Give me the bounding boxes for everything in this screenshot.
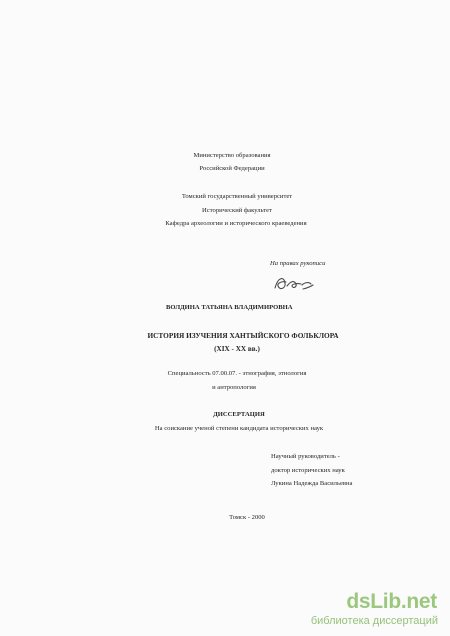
- advisor-title: доктор исторических наук: [271, 467, 345, 474]
- dslib-watermark: [310, 590, 445, 630]
- advisor-name: Лукина Надежда Васильевна: [271, 480, 353, 487]
- faculty-name: Исторический факультет: [202, 207, 272, 214]
- dissertation-title-line2: (XIX - XX вв.): [214, 345, 260, 353]
- specialty-line1: Специальность 07.00.07. - этнография, этнология: [167, 370, 307, 377]
- ministry-line2: Российской Федерации: [199, 165, 265, 172]
- signature-icon: [273, 274, 315, 294]
- author-name: ВОЛДИНА ТАТЬЯНА ВЛАДИМИРОВНА: [166, 304, 293, 311]
- department-name: Кафедра археологии и исторического краеведения: [165, 220, 307, 227]
- degree-line: На соискание ученой степени кандидата исторических наук: [154, 425, 324, 432]
- university-name: Томский государственный университет: [181, 193, 293, 200]
- manuscript-note: На правах рукописи: [270, 260, 326, 267]
- specialty-line2: и антропология: [212, 384, 256, 391]
- ministry-line1: Министерство образования: [193, 152, 271, 159]
- work-type: ДИССЕРТАЦИЯ: [213, 411, 265, 418]
- advisor-label: Научный руководитель -: [271, 453, 340, 460]
- dissertation-title-line1: ИСТОРИЯ ИЗУЧЕНИЯ ХАНТЫЙСКОГО ФОЛЬКЛОРА: [147, 331, 339, 340]
- place-year: Томск - 2000: [229, 514, 265, 521]
- watermark-subtitle: библиотека диссертаций: [310, 615, 438, 627]
- watermark-title: dsLib.net: [346, 590, 437, 613]
